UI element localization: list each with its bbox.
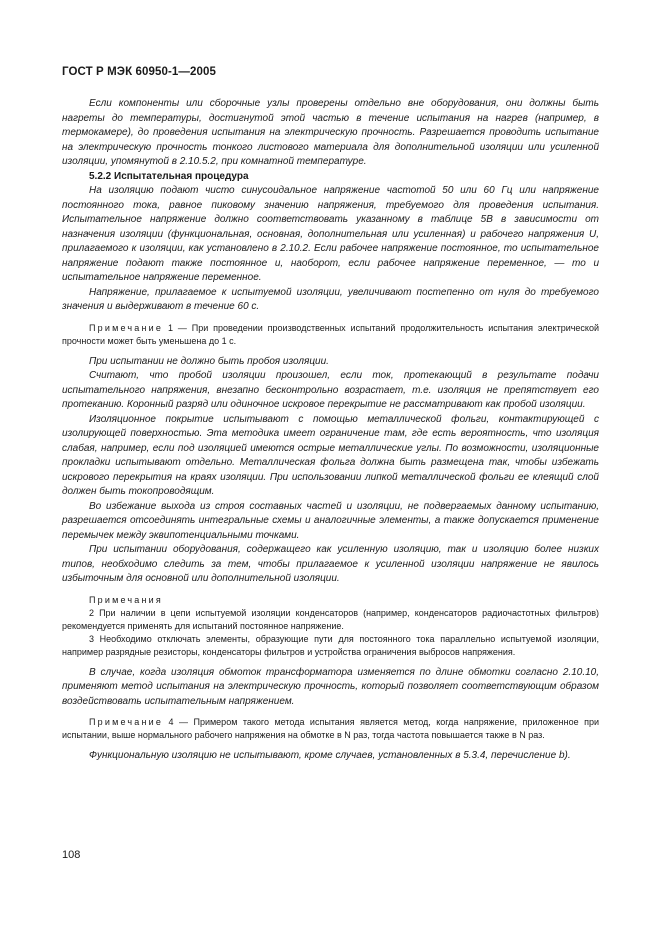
note-4 [62,716,599,742]
paragraph-metal-foil: Изоляционное покрытие испытывают с помощью металлической фольги, контактирующей с изолирующей поверхностью. Эта методика имеет ограничение там, где есть вероятность, что изоляция слабая, например, если под изоляцией имеются острые металлические углы. По возможности, изоляционные прокладки испытывают отдельно. Металлическая фольга должна быть размещена так, чтобы избежать искрового перекрытия на краях изоляции. При использовании липкой металлической фольги ее клеящий слой должен быть токопроводящим. [62,413,599,497]
section-heading: 5.2.2 Испытательная процедура [89,170,249,182]
notes-label: Примечания [89,594,163,605]
document-header: ГОСТ Р МЭК 60950-1—2005 [62,66,216,78]
paragraph-no-breakdown: При испытании не должно быть пробоя изоляции. [89,355,329,367]
note-2: 2 При наличии в цепи испытуемой изоляции конденсаторов (например, конденсаторов радиочастотных фильтров) рекомендуется применять для испытаний постоянное напряжение. [62,607,599,631]
paragraph-components-heating: Если компоненты или сборочные узлы проверены отдельно вне оборудования, они должны быть нагреты до температуры, достигнутой этой частью в течение испытания на нагрев (например, в термокамере), до проведения испытания на электрическую прочность. Разрешается проводить испытание на электрическую прочность тонкого листового материала для дополнительной изоляции или усиленной изоляции, упомянутой в 2.10.5.2, при комнатной температуре. [62,98,599,167]
note-4-label: Примечание [89,717,164,727]
note-4-text: 4 — Примером такого метода испытания является метод, когда напряжение, приложенное при испытании, выше нормального рабочего напряжения на обмотке в N раз, тогда частота повышается также в N раз. [62,717,599,740]
paragraph-transformer-windings: В случае, когда изоляция обмоток трансформатора изменяется по длине обмотки согласно 2.10.10, применяют метод испытания на электрическую прочность, который позволяет соответствующим образом воздействовать испытательным напряжением. [62,666,599,707]
paragraph-breakdown-definition: Считают, что пробой изоляции произошел, если ток, протекающий в результате подачи испытательного напряжения, внезапно бесконтрольно возрастает, т.е. изоляция не препятствует его протеканию. Коронный разряд или одиночное искровое перекрытие не рассматривают как пробой изоляции. [62,370,599,410]
page-number: 108 [62,849,81,861]
page-body [62,97,599,764]
paragraph-disconnect-components: Во избежание выхода из строя составных частей и изоляции, не подвергаемых данному испытанию, разрешается отсоединять интегральные схемы и аналогичные элементы, а также допускается применение перемычек между эквипотенциальными точками. [62,500,599,541]
note-1-text: 1 — При проведении производственных испытаний продолжительность испытания электрической прочности может быть уменьшена до 1 с. [62,322,599,346]
note-1 [62,322,599,348]
note-1-label: Примечание [89,322,164,333]
paragraph-voltage-increase: Напряжение, прилагаемое к испытуемой изоляции, увеличивают постепенно от нуля до требуемого значения и выдерживают в течение 60 с. [62,286,599,312]
paragraph-reinforced-insulation: При испытании оборудования, содержащего как усиленную изоляцию, так и изоляцию более низких типов, необходимо следить за тем, чтобы прилагаемое к усиленной изоляции напряжение не явилось избыточным для основной или дополнительной изоляции. [62,544,599,584]
paragraph-functional-insulation: Функциональную изоляцию не испытывают, кроме случаев, установленных в 5.3.4, перечисление b). [89,750,571,761]
note-3: 3 Необходимо отключать элементы, образующие пути для постоянного тока параллельно испытуемой изоляции, например разрядные резисторы, конденсаторы фильтров и устройства ограничения выбросов напряжения. [62,633,599,657]
paragraph-test-voltage: На изоляцию подают чисто синусоидальное напряжение частотой 50 или 60 Гц или напряжение постоянного тока, равное пиковому значению напряжения, требуемого для проведения испытания. Испытательное напряжение должно соответствовать указанному в таблице 5В в зависимости от назначения изоляции (функциональная, основная, дополнительная или усиленная) и рабочего напряжения U, прилагаемого к изоляции, как установлено в 2.10.2. Если рабочее напряжение постоянное, то испытательное напряжение подают также постоянное и, наоборот, если рабочее напряжение переменное, — то и испытательное напряжение переменное. [62,185,599,283]
